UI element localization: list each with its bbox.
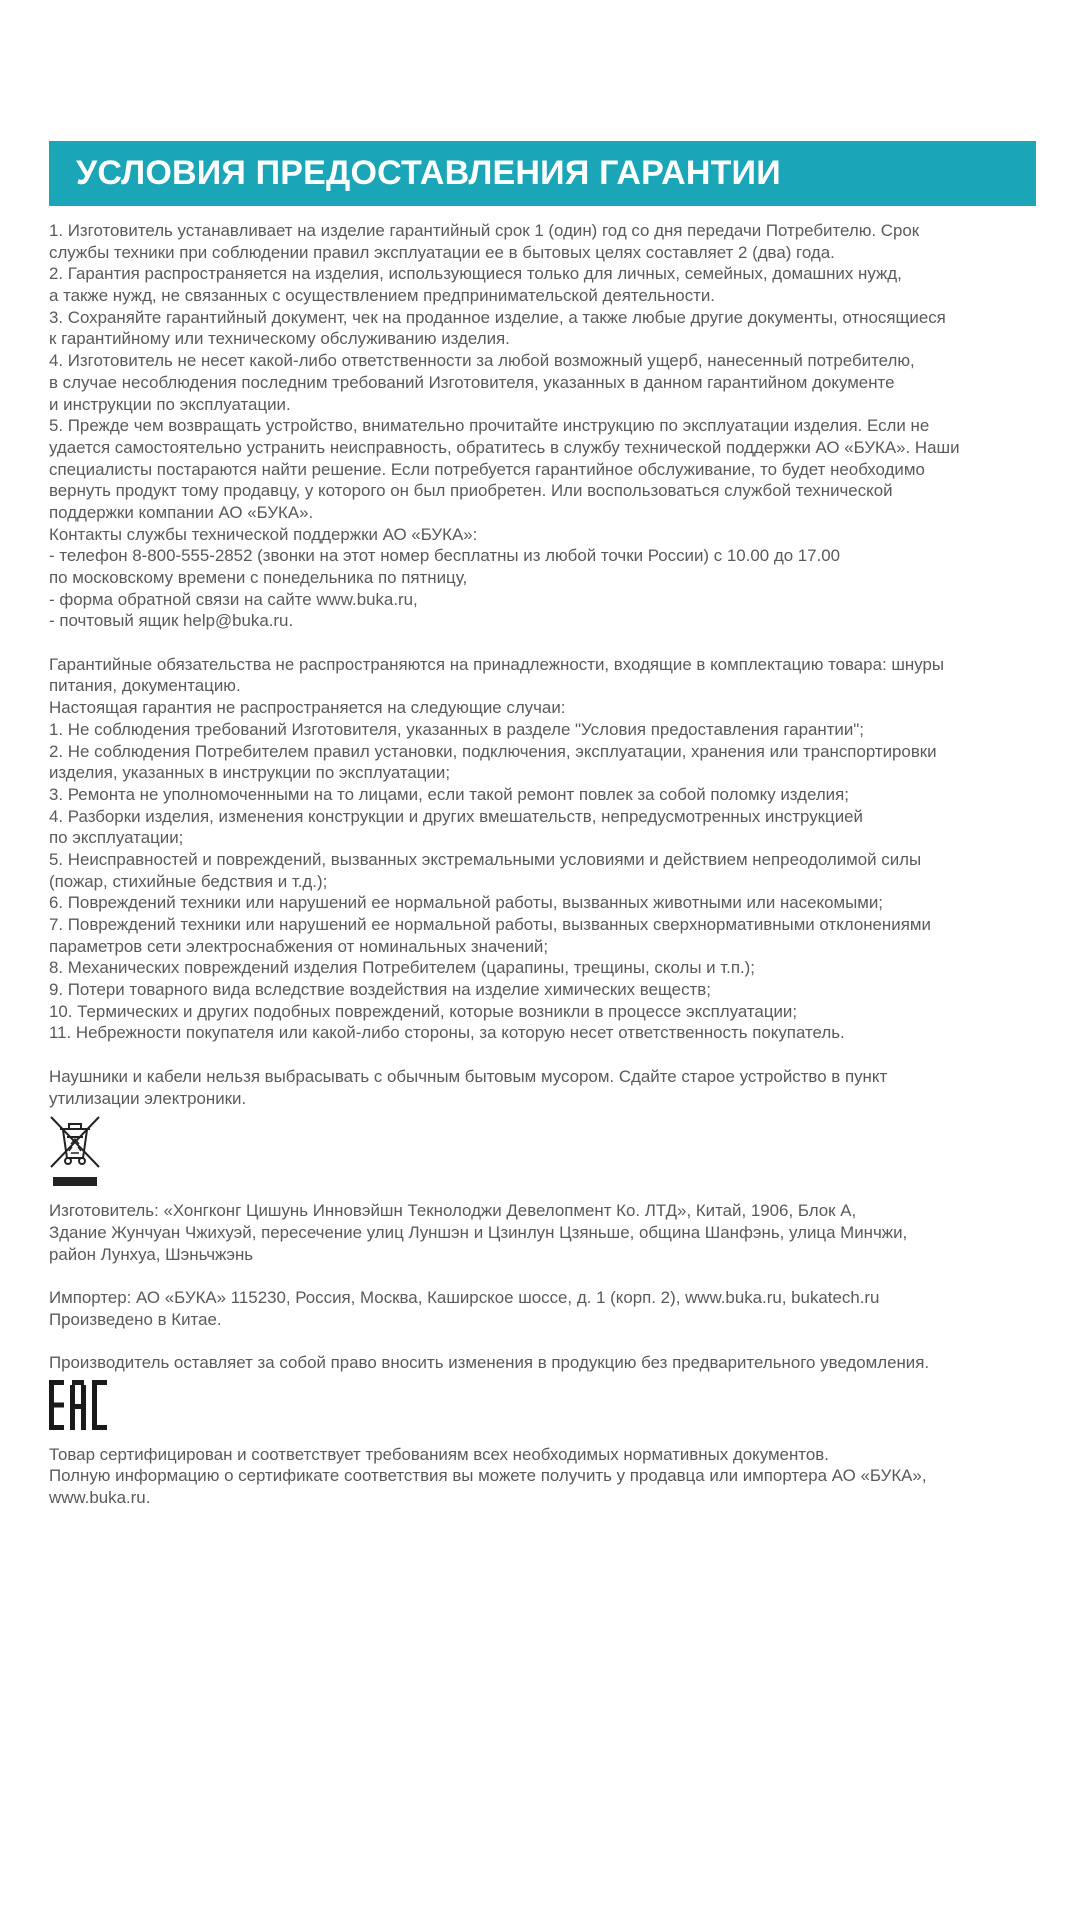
text-line: 7. Повреждений техники или нарушений ее нормальной работы, вызванных сверхнормативными отклонениями: [49, 915, 931, 934]
text-line: и инструкции по эксплуатации.: [49, 394, 291, 414]
title-banner: [49, 141, 1036, 206]
text-line: вернуть продукт тому продавцу, у которого он был приобретен. Или воспользоваться службой технической: [49, 481, 893, 501]
text-line: (пожар, стихийные бедствия и т.д.);: [49, 871, 328, 891]
text-line: параметров сети электроснабжения от номинальных значений;: [49, 936, 549, 956]
support-phone: - телефон 8-800-555-2852 (звонки на этот номер бесплатны из любой точки России) с 10.00 до 17.00: [49, 546, 841, 566]
text-line: 8. Механических повреждений изделия Потребителем (царапины, трещины, сколы и т.п.);: [49, 958, 755, 978]
certification-section: [49, 1444, 1049, 1509]
text-line: 5. Неисправностей и повреждений, вызванных экстремальными условиями и действием непреодолимой силы: [49, 849, 922, 869]
text-line: 2. Не соблюдения Потребителем правил установки, подключения, эксплуатации, хранения или транспортировки: [49, 741, 937, 761]
text-line: 3. Сохраняйте гарантийный документ, чек на проданное изделие, а также любые другие документы, относящиеся: [49, 307, 946, 327]
support-email: - почтовый ящик help@buka.ru.: [49, 611, 294, 631]
text-line: утилизации электроники.: [49, 1088, 247, 1108]
text-line: 9. Потери товарного вида вследствие воздействия на изделие химических веществ;: [49, 980, 711, 1000]
importer-section: [49, 1287, 1049, 1330]
text-line: Товар сертифицирован и соответствует требованиям всех необходимых нормативных документов.: [49, 1444, 829, 1464]
text-line: специалисты постараются найти решение. Если потребуется гарантийное обслуживание, то будет необходимо: [49, 459, 925, 479]
page-title: УСЛОВИЯ ПРЕДОСТАВЛЕНИЯ ГАРАНТИИ: [76, 154, 781, 192]
text-line: Импортер: АО «БУКА» 115230, Россия, Москва, Каширское шоссе, д. 1 (корп. 2), www.buka.ru, bukatech.ru: [49, 1287, 880, 1307]
text-line: 11. Небрежности покупателя или какой-либо стороны, за которую несет ответственность покупатель.: [49, 1023, 845, 1043]
spacer: [49, 1265, 1049, 1287]
text-line: 3. Ремонта не уполномоченными на то лицами, если такой ремонт повлек за собой поломку изделия;: [49, 784, 849, 804]
crossed-out-wheelie-bin-icon: [49, 1115, 101, 1187]
change-notice: Производитель оставляет за собой право вносить изменения в продукцию без предварительного уведомления.: [49, 1353, 930, 1372]
text-line: 2. Гарантия распространяется на изделия, использующиеся только для личных, семейных, домашних нужд,: [49, 264, 902, 284]
text-line: Полную информацию о сертификате соответствия вы можете получить у продавца или импортера АО «БУКА»,: [49, 1466, 927, 1486]
text-line: службы техники при соблюдении правил эксплуатации ее в бытовых целях составляет 2 (два) года.: [49, 242, 835, 262]
text-line: район Лунхуа, Шэньчжэнь: [49, 1244, 254, 1264]
spacer: [49, 1330, 1049, 1352]
text-line: Настоящая гарантия не распространяется на следующие случаи:: [49, 698, 566, 718]
text-line: 4. Изготовитель не несет какой-либо ответственности за любой возможный ущерб, нанесенный потребителю,: [49, 351, 915, 371]
warranty-terms-section: [49, 220, 1049, 632]
text-line: поддержки компании АО «БУКА».: [49, 502, 314, 522]
support-feedback-form: - форма обратной связи на сайте www.buka.ru,: [49, 589, 418, 609]
support-contacts-heading: Контакты службы технической поддержки АО «БУКА»:: [49, 524, 478, 544]
text-line: 4. Разборки изделия, изменения конструкции и других вмешательств, непредусмотренных инструкцией: [49, 806, 863, 826]
text-line: 5. Прежде чем возвращать устройство, внимательно прочитайте инструкцию по эксплуатации изделия. Если не: [49, 416, 930, 436]
text-line: Здание Жунчуан Чжихуэй, пересечение улиц Луншэн и Цзинлун Цзяньше, община Шанфэнь, улица Минчжи,: [49, 1222, 908, 1242]
text-line: 10. Термических и других подобных повреждений, которые возникли в процессе эксплуатации;: [49, 1001, 798, 1021]
eac-mark-icon: [49, 1380, 107, 1430]
document-body: [49, 220, 1049, 1509]
text-line: питания, документацию.: [49, 676, 241, 696]
text-line: www.buka.ru.: [49, 1488, 151, 1508]
text-line: 1. Изготовитель устанавливает на изделие гарантийный срок 1 (один) год со дня передачи Потребителю. Срок: [49, 221, 920, 240]
text-line: по эксплуатации;: [49, 828, 184, 848]
text-line: Произведено в Китае.: [49, 1309, 222, 1329]
exclusions-section: [49, 654, 1049, 1044]
text-line: 1. Не соблюдения требований Изготовителя, указанных в разделе "Условия предоставления гарантии";: [49, 719, 864, 739]
spacer: [49, 632, 1049, 654]
text-line: Изготовитель: «Хонгконг Цишунь Инновэйшн Текнолоджи Девелопмент Ко. ЛТД», Китай, 1906, Блок А,: [49, 1201, 857, 1221]
text-line: 6. Повреждений техники или нарушений ее нормальной работы, вызванных животными или насекомыми;: [49, 893, 883, 913]
support-hours: по московскому времени с понедельника по пятницу,: [49, 568, 468, 587]
text-line: в случае несоблюдения последним требований Изготовителя, указанных в данном гарантийном документе: [49, 372, 895, 392]
spacer: [49, 1044, 1049, 1066]
text-line: удается самостоятельно устранить неисправность, обратитесь в службу технической поддержки АО «БУКА». Наши: [49, 437, 960, 457]
text-line: Гарантийные обязательства не распространяются на принадлежности, входящие в комплектацию товара: шнуры: [49, 654, 945, 674]
text-line: к гарантийному или техническому обслуживанию изделия.: [49, 329, 510, 349]
text-line: Наушники и кабели нельзя выбрасывать с обычным бытовым мусором. Сдайте старое устройство в пункт: [49, 1066, 888, 1086]
text-line: а также нужд, не связанных с осуществлением предпринимательской деятельности.: [49, 286, 715, 306]
manufacturer-section: [49, 1200, 1049, 1265]
text-line: изделия, указанных в инструкции по эксплуатации;: [49, 763, 451, 783]
disposal-section: [49, 1066, 1049, 1109]
